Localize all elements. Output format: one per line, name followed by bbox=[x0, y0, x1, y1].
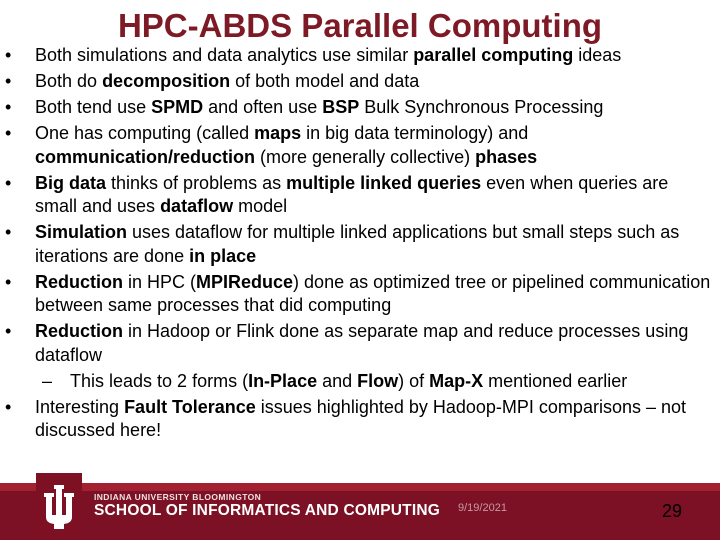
bullet-item bbox=[0, 396, 720, 443]
bullet-marker: • bbox=[5, 396, 12, 417]
bullet-item bbox=[0, 320, 720, 367]
text: One has computing (called bbox=[35, 123, 255, 143]
bullet-item bbox=[0, 44, 720, 68]
bold-text: Flow bbox=[357, 370, 399, 391]
bold-text: parallel computing bbox=[413, 45, 574, 65]
bullet-list bbox=[0, 44, 720, 445]
text: and often use bbox=[203, 97, 323, 117]
text: mentioned earlier bbox=[483, 370, 628, 391]
bullet-item bbox=[0, 70, 720, 94]
bullet-marker: • bbox=[5, 321, 12, 341]
bullet-item bbox=[0, 221, 720, 268]
bold-text: BSP bbox=[322, 97, 360, 117]
bold-text: decomposition bbox=[102, 71, 231, 91]
bullet-marker: • bbox=[5, 45, 12, 65]
bold-text: MPIReduce bbox=[196, 271, 294, 292]
bold-text: Big data bbox=[35, 172, 107, 193]
bullet-marker: • bbox=[5, 71, 12, 91]
bullet-item bbox=[0, 96, 720, 120]
iu-logo-box bbox=[36, 473, 82, 539]
bullet-item bbox=[0, 271, 720, 318]
footer-bar bbox=[0, 483, 720, 540]
bold-text: Fault Tolerance bbox=[124, 396, 256, 417]
text: ideas bbox=[573, 45, 622, 65]
bold-text: maps bbox=[254, 123, 302, 143]
text: (more generally collective) bbox=[255, 146, 476, 167]
bullet-item bbox=[0, 122, 720, 169]
university-name: INDIANA UNIVERSITY BLOOMINGTON bbox=[94, 492, 262, 502]
text: and bbox=[317, 370, 358, 391]
bullet-marker: • bbox=[5, 123, 12, 143]
text: thinks of problems as bbox=[106, 172, 287, 193]
bold-text: dataflow bbox=[160, 196, 234, 216]
text: Interesting bbox=[35, 396, 125, 417]
text: This leads to 2 forms ( bbox=[70, 370, 249, 391]
bullet-item bbox=[0, 172, 720, 219]
sub-bullet-item bbox=[0, 370, 720, 394]
bold-text: Reduction bbox=[35, 321, 123, 341]
slide-title: HPC-ABDS Parallel Computing bbox=[117, 7, 603, 44]
text: in HPC ( bbox=[123, 271, 197, 292]
slide-date: 9/19/2021 bbox=[458, 502, 507, 514]
bullet-marker: • bbox=[5, 222, 12, 242]
text: issues highlighted by Hadoop-MPI comparisons – not discussed here! bbox=[35, 396, 686, 440]
text: model bbox=[233, 196, 288, 216]
bullet-marker: • bbox=[5, 97, 12, 117]
text: ) of bbox=[398, 370, 430, 391]
iu-trident-logo-icon bbox=[40, 485, 78, 529]
text: in Hadoop or Flink done as separate map and reduce processes using dataflow bbox=[35, 321, 689, 365]
text: Bulk Synchronous Processing bbox=[359, 97, 604, 117]
bold-text: phases bbox=[475, 146, 538, 167]
dash-marker: – bbox=[42, 370, 53, 391]
bold-text: Reduction bbox=[35, 271, 123, 292]
text: Both tend use bbox=[35, 97, 152, 117]
school-name: SCHOOL OF INFORMATICS AND COMPUTING bbox=[94, 502, 440, 519]
text: even when queries are small and uses bbox=[35, 172, 669, 216]
page-number: 29 bbox=[662, 501, 683, 521]
bullet-marker: • bbox=[5, 271, 12, 292]
text: Both do bbox=[35, 71, 103, 91]
text: in big data terminology) and bbox=[301, 123, 529, 143]
bold-text: In-Place bbox=[248, 370, 318, 391]
text: uses dataflow for multiple linked applications but small steps such as iterations are done bbox=[35, 222, 680, 266]
bold-text: communication/reduction bbox=[35, 146, 256, 167]
text: of both model and data bbox=[230, 71, 420, 91]
bold-text: in place bbox=[189, 245, 257, 266]
text: Both simulations and data analytics use similar bbox=[35, 45, 414, 65]
bold-text: SPMD bbox=[151, 97, 204, 117]
text: ) done as optimized tree or pipelined communication between same processes that did computing bbox=[35, 271, 711, 315]
bullet-marker: • bbox=[5, 172, 12, 193]
bold-text: multiple linked queries bbox=[286, 172, 482, 193]
bold-text: Map-X bbox=[429, 370, 484, 391]
footer-band bbox=[0, 483, 720, 491]
bold-text: Simulation bbox=[35, 222, 128, 242]
